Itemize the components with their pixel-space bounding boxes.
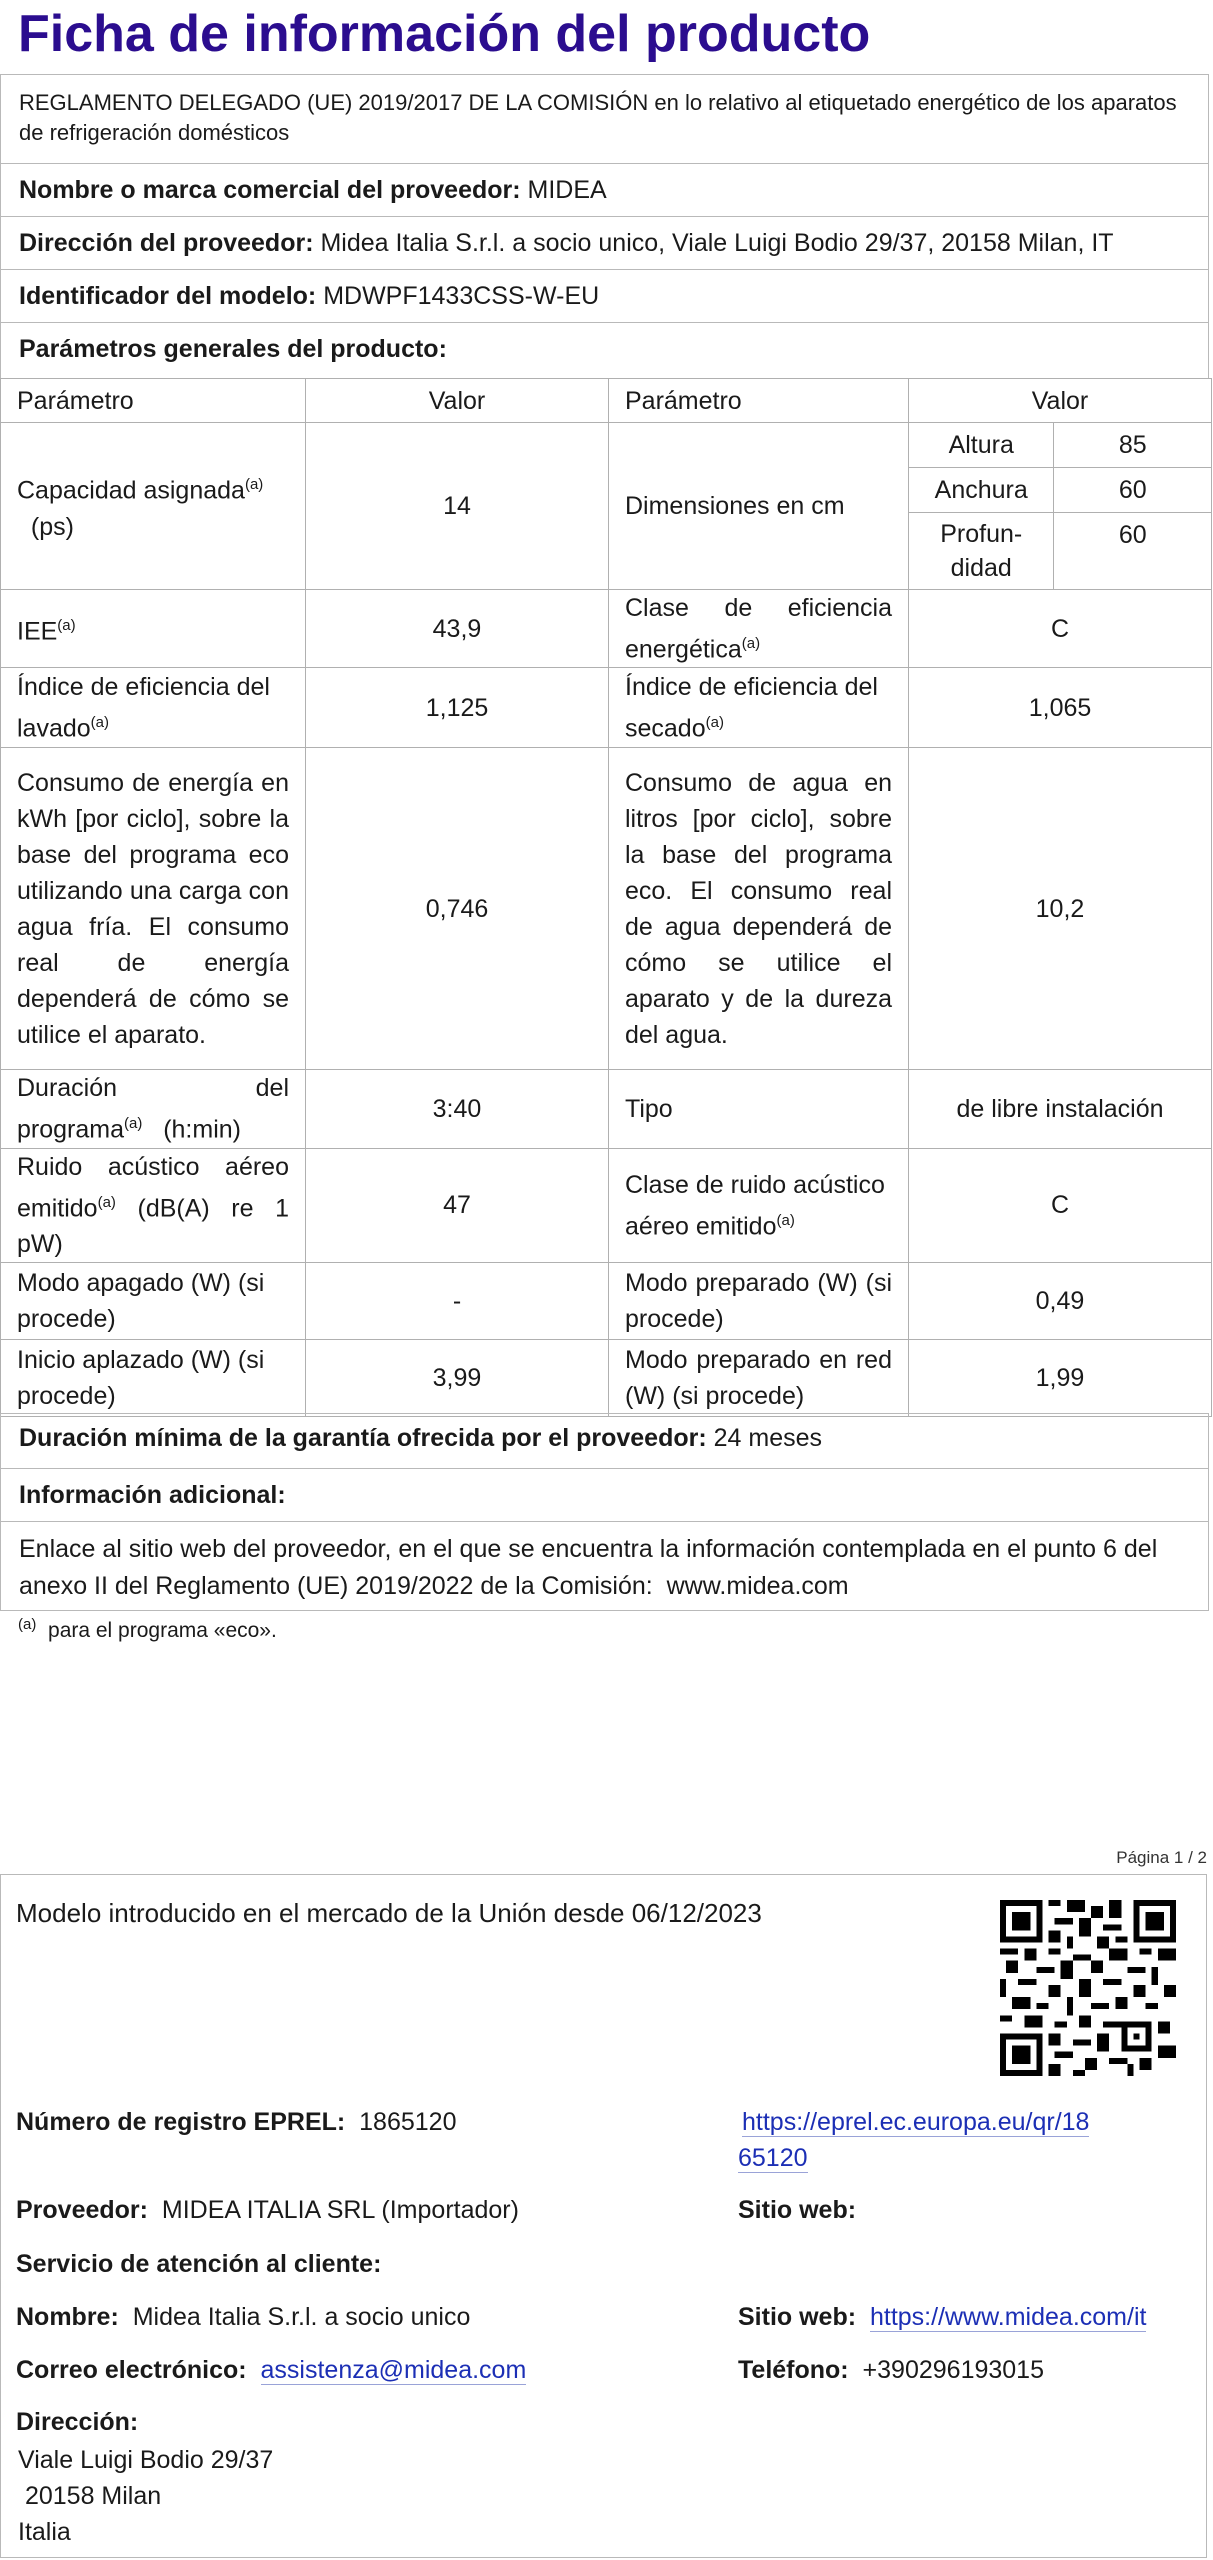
eprel-supplier bbox=[16, 2196, 519, 2225]
dry-index-label: Índice de eficiencia del secado$^{(a)}$ bbox=[609, 668, 909, 748]
capacity-label: Capacidad asignada$^{(a)}$ (ps) bbox=[1, 423, 306, 590]
header-value-2: Valor bbox=[909, 379, 1212, 423]
dim-height-label: Altura bbox=[909, 423, 1054, 468]
table-row bbox=[1, 1148, 1212, 1262]
website-info-value: www.midea.com bbox=[666, 1572, 849, 1600]
supplier-name-value: MIDEA bbox=[527, 176, 607, 204]
type-label: Tipo bbox=[609, 1070, 909, 1148]
parameters-table bbox=[0, 378, 1212, 1417]
customer-phone bbox=[738, 2356, 1044, 2385]
table-row bbox=[1, 668, 1212, 748]
delay-start-value: 3,99 bbox=[306, 1339, 609, 1416]
table-row bbox=[1, 1262, 1212, 1339]
wash-index-value: 1,125 bbox=[306, 668, 609, 748]
customer-phone-label: Teléfono: bbox=[738, 2356, 849, 2384]
network-standby-label: Modo preparado en red (W) (si procede) bbox=[609, 1339, 909, 1416]
delay-start-label: Inicio aplazado (W) (si procede) bbox=[1, 1339, 306, 1416]
customer-name bbox=[16, 2303, 470, 2332]
customer-web bbox=[738, 2303, 1146, 2332]
eprel-web-label: Sitio web: bbox=[738, 2196, 857, 2224]
dim-width-label: Anchura bbox=[909, 468, 1054, 513]
supplier-address-value: Midea Italia S.r.l. a socio unico, Viale Luigi Bodio 29/37, 20158 Milan, IT bbox=[320, 229, 1114, 257]
noise-label: Ruido acústico aéreo emitido$^{(a)}$ (dB(A) re 1 pW) bbox=[1, 1148, 306, 1262]
noise-value: 47 bbox=[306, 1148, 609, 1262]
customer-web-label: Sitio web: bbox=[738, 2303, 857, 2331]
model-id-value: MDWPF1433CSS-W-EU bbox=[323, 282, 600, 310]
customer-address bbox=[18, 2442, 273, 2550]
iee-value: 43,9 bbox=[306, 590, 609, 668]
address-line-1: Viale Luigi Bodio 29/37 bbox=[18, 2446, 274, 2474]
customer-address-label: Dirección: bbox=[16, 2408, 139, 2436]
regulation-text: REGLAMENTO DELEGADO (UE) 2019/2017 DE LA COMISIÓN en lo relativo al etiquetado energético de los aparatos de refrigeración domésticos bbox=[19, 90, 1177, 145]
standby-value: 0,49 bbox=[909, 1262, 1212, 1339]
header-parameter-1: Parámetro bbox=[1, 379, 306, 423]
eprel-supplier-label: Proveedor: bbox=[16, 2196, 148, 2224]
customer-phone-value: +390296193015 bbox=[862, 2356, 1044, 2384]
standby-label: Modo preparado (W) (si procede) bbox=[609, 1262, 909, 1339]
dry-index-value: 1,065 bbox=[909, 668, 1212, 748]
model-id-label: Identificador del modelo: bbox=[19, 282, 317, 310]
customer-name-label: Nombre: bbox=[16, 2303, 119, 2331]
eprel-url-link[interactable] bbox=[738, 2104, 1089, 2176]
water-consumption-label: Consumo de agua en litros [por ciclo], sobre la base del programa eco. El consumo real de agua dependerá de cómo se utilice el aparato y de la dureza del agua. bbox=[609, 748, 909, 1070]
energy-class-label: Clase de eficiencia energética$^{(a)}$ bbox=[609, 590, 909, 668]
guarantee-label: Duración mínima de la garantía ofrecida por el proveedor: bbox=[19, 1424, 707, 1452]
additional-info-row bbox=[0, 1468, 1209, 1522]
table-row bbox=[1, 423, 1212, 590]
eprel-registration-value: 1865120 bbox=[359, 2108, 457, 2136]
off-mode-label: Modo apagado (W) (si procede) bbox=[1, 1262, 306, 1339]
qr-code-icon bbox=[1000, 1900, 1176, 2076]
dim-depth-value: 60 bbox=[1118, 521, 1147, 549]
energy-consumption-value: 0,746 bbox=[306, 748, 609, 1070]
model-id-row bbox=[0, 269, 1209, 323]
iee-label: IEE$^{(a)}$ bbox=[1, 590, 306, 668]
dim-height-value: 85 bbox=[1054, 423, 1211, 468]
supplier-name-label: Nombre o marca comercial del proveedor: bbox=[19, 176, 521, 204]
wash-index-label: Índice de eficiencia del lavado$^{(a)}$ bbox=[1, 668, 306, 748]
supplier-name-row bbox=[0, 163, 1209, 217]
supplier-address-label: Dirección del proveedor: bbox=[19, 229, 314, 257]
header-value-1: Valor bbox=[306, 379, 609, 423]
footnote: $^{(a)}$ para el programa «eco». bbox=[18, 1616, 277, 1642]
noise-class-label: Clase de ruido acústico aéreo emitido$^{(a)}$ bbox=[609, 1148, 909, 1262]
eprel-url-line2[interactable]: 65120 bbox=[738, 2144, 808, 2172]
eprel-url-line1[interactable]: https://eprel.ec.europa.eu/qr/18 bbox=[742, 2108, 1090, 2136]
customer-name-value: Midea Italia S.r.l. a socio unico bbox=[132, 2303, 471, 2331]
table-row bbox=[1, 748, 1212, 1070]
address-line-2: 20158 Milan bbox=[24, 2482, 162, 2510]
website-info-text: Enlace al sitio web del proveedor, en el que se encuentra la información contemplada en el punto 6 del anexo II del Reglamento (UE) 2019/2022 de la Comisión: www.midea.com bbox=[19, 1535, 1158, 1600]
additional-info-label: Información adicional: bbox=[19, 1481, 286, 1509]
table-row bbox=[1, 1339, 1212, 1416]
dim-width-value: 60 bbox=[1054, 468, 1211, 513]
general-params-label: Parámetros generales del producto: bbox=[19, 335, 447, 363]
water-consumption-value: 10,2 bbox=[909, 748, 1212, 1070]
customer-email-link[interactable]: assistenza@midea.com bbox=[260, 2356, 527, 2384]
type-value: de libre instalación bbox=[909, 1070, 1212, 1148]
supplier-address-row bbox=[0, 216, 1209, 270]
capacity-value: 14 bbox=[306, 423, 609, 590]
dim-depth-label: Profun- didad bbox=[909, 513, 1054, 590]
address-line-3: Italia bbox=[18, 2518, 71, 2546]
off-mode-value: - bbox=[306, 1262, 609, 1339]
header-parameter-2: Parámetro bbox=[609, 379, 909, 423]
dimensions-table bbox=[909, 423, 1211, 589]
table-header-row bbox=[1, 379, 1212, 423]
page-title: Ficha de información del producto bbox=[18, 5, 871, 63]
eprel-registration-label: Número de registro EPREL: bbox=[16, 2108, 346, 2136]
market-date: Modelo introducido en el mercado de la Unión desde 06/12/2023 bbox=[16, 1898, 762, 1928]
table-row bbox=[1, 590, 1212, 668]
energy-consumption-label: Consumo de energía en kWh [por ciclo], sobre la base del programa eco utilizando una carga con agua fría. El consumo real de energía dependerá de cómo se utilice el aparato. bbox=[1, 748, 306, 1070]
customer-email-label: Correo electrónico: bbox=[16, 2356, 247, 2384]
customer-service-label: Servicio de atención al cliente: bbox=[16, 2250, 382, 2278]
duration-label: Duración del programa$^{(a)}$ (h:min) bbox=[1, 1070, 306, 1148]
regulation-box bbox=[0, 74, 1209, 164]
eprel-supplier-value: MIDEA ITALIA SRL (Importador) bbox=[161, 2196, 519, 2224]
guarantee-row bbox=[0, 1413, 1209, 1469]
customer-email bbox=[16, 2356, 526, 2385]
table-row bbox=[1, 1070, 1212, 1148]
dimensions-cell bbox=[909, 423, 1212, 590]
eprel-registration bbox=[16, 2108, 456, 2137]
duration-value: 3:40 bbox=[306, 1070, 609, 1148]
dimensions-label: Dimensiones en cm bbox=[609, 423, 909, 590]
general-params-row bbox=[0, 322, 1209, 379]
website-info-row bbox=[0, 1521, 1209, 1611]
energy-class-value: C bbox=[909, 590, 1212, 668]
noise-class-value: C bbox=[909, 1148, 1212, 1262]
guarantee-value: 24 meses bbox=[713, 1424, 823, 1452]
page-number: Página 1 / 2 bbox=[1116, 1848, 1207, 1867]
network-standby-value: 1,99 bbox=[909, 1339, 1212, 1416]
customer-web-link[interactable]: https://www.midea.com/it bbox=[869, 2303, 1147, 2331]
